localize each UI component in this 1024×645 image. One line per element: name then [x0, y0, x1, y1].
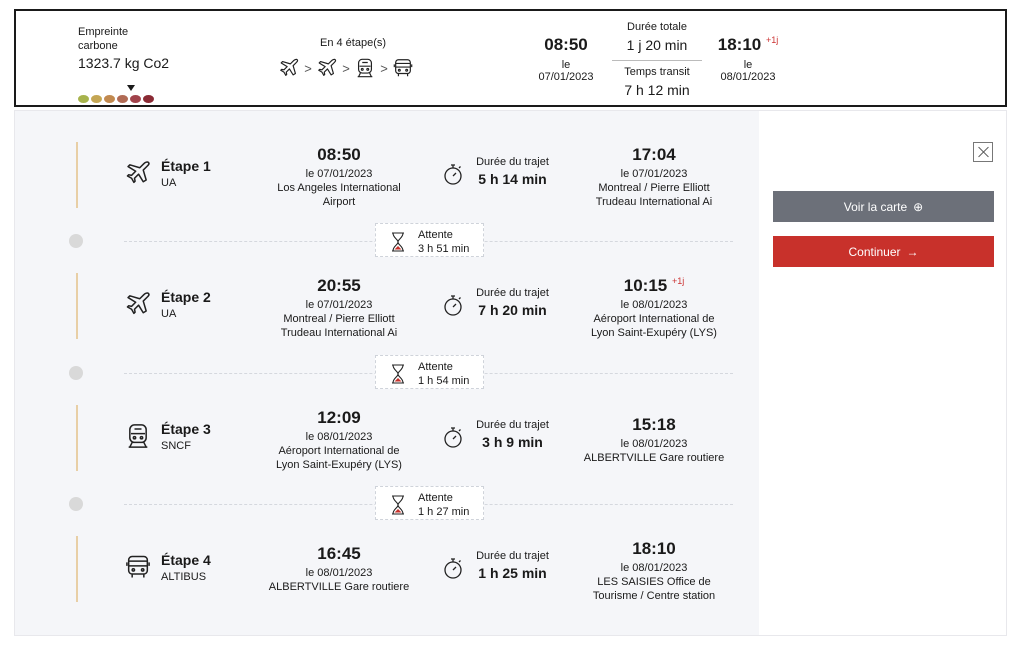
continue-button[interactable]	[773, 236, 994, 267]
stage-title-block	[161, 289, 211, 320]
layover-label: Attente	[418, 492, 453, 504]
duration-label: Durée du trajet	[476, 287, 549, 299]
arrival-place-line2: Trudeau International Ai	[595, 196, 713, 208]
timeline-dot	[69, 497, 83, 511]
duration-label: Durée du trajet	[476, 156, 549, 168]
arrival-time: 17:04	[632, 145, 676, 164]
action-sidebar	[759, 111, 1007, 635]
arrow-right-icon: →	[906, 244, 919, 259]
stage-title: Étape 4	[161, 552, 211, 568]
duration-value: 7 h 20 min	[478, 302, 547, 318]
arrival-place: Aéroport International de	[593, 313, 715, 325]
trip-summary	[14, 9, 1007, 107]
bus-icon	[392, 57, 414, 79]
arrival-time-wrap	[574, 145, 734, 165]
carbon-scale-dot	[117, 95, 128, 103]
departure-time: 08:50	[317, 145, 361, 164]
layover-duration: 1 h 54 min	[418, 375, 470, 387]
plane-icon	[316, 57, 338, 79]
stage-3	[15, 405, 759, 471]
hourglass-icon	[390, 495, 406, 515]
carbon-footprint	[78, 25, 169, 71]
arrival-date: le 08/01/2023	[620, 299, 688, 311]
carbon-scale-dot	[104, 95, 115, 103]
timeline-dot	[69, 234, 83, 248]
departure-place-line2: Airport	[322, 196, 356, 208]
itinerary-panel	[14, 110, 1007, 636]
departure-place: Montreal / Pierre Elliott	[283, 313, 395, 325]
summary-arrival	[710, 35, 786, 83]
timeline-bar	[76, 405, 78, 471]
train-icon	[354, 57, 376, 79]
stopwatch-icon	[442, 425, 464, 449]
stage-arrival	[574, 415, 734, 465]
stage-carrier: UA	[161, 308, 177, 320]
stage-departure	[259, 276, 419, 340]
stage-4	[15, 536, 759, 602]
layover-3	[15, 484, 759, 520]
stopwatch-icon	[442, 162, 464, 186]
arrival-place-line2: Tourisme / Centre station	[592, 590, 716, 602]
chevron-right-icon: >	[380, 60, 388, 76]
summary-arrival-date: 08/01/2023	[720, 71, 776, 83]
duration-label: Durée du trajet	[476, 550, 549, 562]
carbon-scale-dot	[143, 95, 154, 103]
departure-place-line2: Lyon Saint-Exupéry (LYS)	[276, 459, 402, 471]
hourglass-icon	[390, 364, 406, 384]
duration-label: Durée du trajet	[476, 419, 549, 431]
hourglass-icon	[390, 232, 406, 252]
stage-title-block	[161, 552, 211, 583]
departure-date: le 08/01/2023	[305, 431, 373, 443]
stage-title-block	[161, 421, 211, 452]
layover-duration: 1 h 27 min	[418, 506, 470, 518]
arrival-date: le 07/01/2023	[620, 168, 688, 180]
summary-departure-time: 08:50	[544, 35, 588, 54]
timeline-bar	[76, 273, 78, 339]
transit-value: 7 h 12 min	[624, 82, 690, 98]
stage-departure	[259, 145, 419, 209]
divider	[612, 60, 702, 61]
summary-duration	[612, 21, 702, 98]
departure-time: 16:45	[317, 544, 361, 563]
carbon-scale-dot	[78, 95, 89, 103]
arrival-place: ALBERTVILLE Gare routiere	[583, 452, 725, 464]
close-icon[interactable]	[973, 142, 993, 162]
summary-arrival-le: le	[743, 59, 753, 71]
arrival-place: Montreal / Pierre Elliott	[598, 182, 710, 194]
stage-carrier: SNCF	[161, 440, 191, 452]
departure-date: le 08/01/2023	[305, 567, 373, 579]
transit-label: Temps transit	[624, 66, 690, 78]
stopwatch-icon	[442, 293, 464, 317]
stage-title: Étape 1	[161, 158, 211, 174]
arrival-time: 15:18	[632, 415, 676, 434]
day-offset-badge: +1j	[671, 276, 685, 286]
stage-1	[15, 142, 759, 208]
layover-label: Attente	[418, 229, 453, 241]
layover-label: Attente	[418, 361, 453, 373]
plane-icon	[124, 159, 152, 187]
stage-title: Étape 3	[161, 421, 211, 437]
arrival-time: 10:15	[623, 276, 668, 295]
total-duration-label: Durée totale	[627, 21, 687, 33]
itinerary-timeline	[15, 111, 759, 635]
arrival-time: 18:10	[632, 539, 676, 558]
plus-circle-icon: ⊕	[913, 199, 924, 214]
carbon-label: Empreinte carbone	[78, 26, 129, 52]
departure-place: Aéroport International de	[278, 445, 400, 457]
carbon-scale-dot	[91, 95, 102, 103]
train-icon	[124, 422, 152, 450]
stage-arrival	[574, 145, 734, 209]
layover-2	[15, 353, 759, 389]
stage-duration	[470, 419, 555, 450]
carbon-scale	[78, 95, 154, 103]
arrival-place-line2: Lyon Saint-Exupéry (LYS)	[591, 327, 717, 339]
duration-value: 5 h 14 min	[478, 171, 547, 187]
timeline-bar	[76, 536, 78, 602]
carbon-value: 1323.7 kg Co2	[78, 55, 170, 71]
plane-icon	[124, 290, 152, 318]
arrival-time-wrap	[574, 539, 734, 559]
arrival-date: le 08/01/2023	[620, 438, 688, 450]
stage-carrier: UA	[161, 177, 177, 189]
bus-icon	[124, 553, 152, 581]
layover-box	[375, 355, 484, 389]
summary-arrival-time-wrap	[710, 35, 786, 55]
stage-arrival	[574, 276, 734, 340]
layover-box	[375, 223, 484, 257]
stage-duration	[470, 550, 555, 581]
summary-arrival-time: 18:10	[717, 35, 762, 54]
departure-time: 20:55	[317, 276, 361, 295]
departure-place: ALBERTVILLE Gare routiere	[268, 581, 410, 593]
stage-2	[15, 273, 759, 339]
departure-place: Los Angeles International	[277, 182, 401, 194]
stage-title: Étape 2	[161, 289, 211, 305]
steps-icons	[278, 57, 414, 79]
layover-1	[15, 221, 759, 257]
total-duration-value: 1 j 20 min	[626, 37, 688, 53]
arrival-place: LES SAISIES Office de	[597, 576, 711, 588]
departure-place-line2: Trudeau International Ai	[280, 327, 398, 339]
arrival-time-wrap	[574, 415, 734, 435]
timeline-bar	[76, 142, 78, 208]
departure-date: le 07/01/2023	[305, 299, 373, 311]
stage-duration	[470, 156, 555, 187]
duration-value: 1 h 25 min	[478, 565, 547, 581]
arrival-date: le 08/01/2023	[620, 562, 688, 574]
view-map-button[interactable]	[773, 191, 994, 222]
stopwatch-icon	[442, 556, 464, 580]
stage-departure	[259, 408, 419, 472]
view-map-label: Voir la carte	[843, 199, 908, 214]
layover-box	[375, 486, 484, 520]
continue-label: Continuer	[848, 244, 901, 259]
timeline-dot	[69, 366, 83, 380]
steps-count-label: En 4 étape(s)	[320, 37, 387, 49]
summary-departure-le: le	[561, 59, 571, 71]
day-offset-badge: +1j	[765, 35, 779, 45]
summary-departure-date: 07/01/2023	[538, 71, 594, 83]
chevron-right-icon: >	[304, 60, 312, 76]
duration-value: 3 h 9 min	[482, 434, 543, 450]
layover-duration: 3 h 51 min	[418, 243, 470, 255]
carbon-level-marker-icon	[127, 85, 135, 91]
chevron-right-icon: >	[342, 60, 350, 76]
stage-carrier: ALTIBUS	[161, 571, 207, 583]
arrival-time-wrap	[574, 276, 734, 296]
stage-arrival	[574, 539, 734, 603]
stage-duration	[470, 287, 555, 318]
carbon-scale-dot	[130, 95, 141, 103]
stage-departure	[259, 544, 419, 594]
plane-icon	[278, 57, 300, 79]
departure-date: le 07/01/2023	[305, 168, 373, 180]
summary-departure	[531, 35, 601, 83]
departure-time: 12:09	[317, 408, 361, 427]
stage-title-block	[161, 158, 211, 189]
